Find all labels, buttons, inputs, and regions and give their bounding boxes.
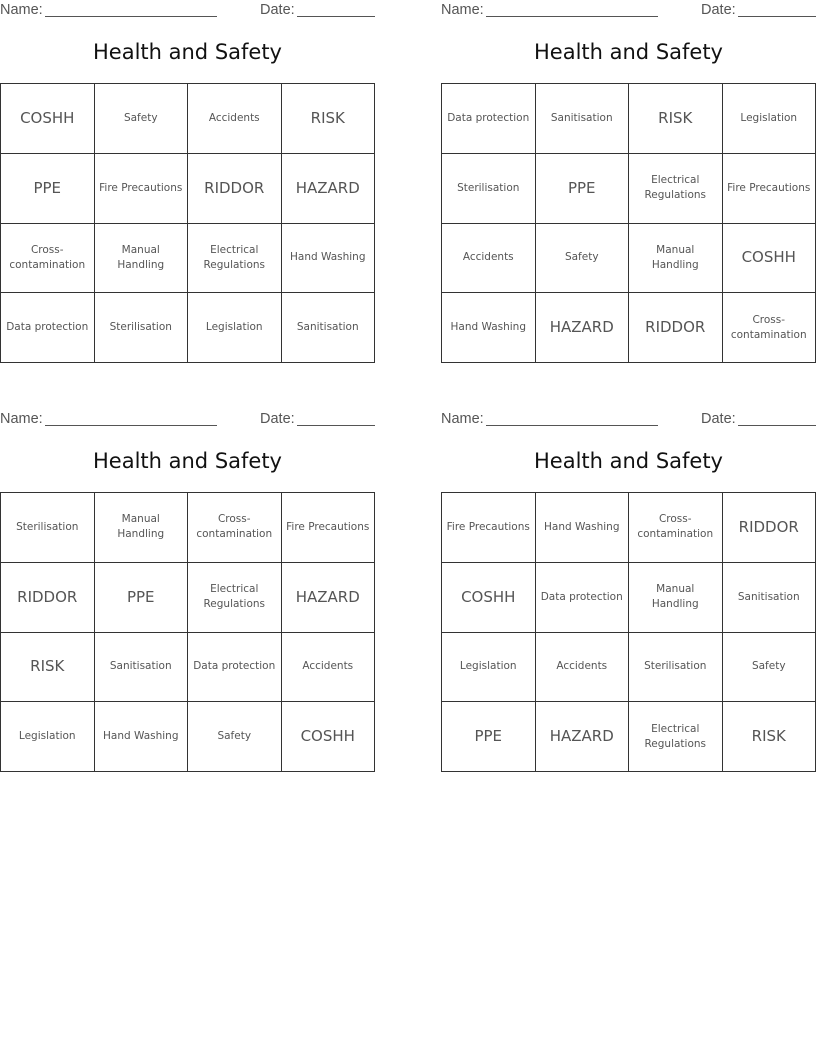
name-blank-line [45,16,217,17]
bingo-cell: Legislation [442,633,536,703]
bingo-cell: Manual Handling [95,224,189,294]
bingo-cell: HAZARD [282,154,376,224]
bingo-cell: PPE [1,154,95,224]
bingo-cell: RIDDOR [1,563,95,633]
bingo-cell: Sanitisation [95,633,189,703]
bingo-cell: Sterilisation [1,493,95,563]
name-label: Name: [441,2,484,18]
bingo-cell: Cross-contamination [1,224,95,294]
bingo-cell: Legislation [1,702,95,772]
bingo-cell: Sanitisation [536,84,630,154]
card-title: Health and Safety [534,40,723,64]
bingo-cell: Accidents [536,633,630,703]
bingo-card [0,409,375,774]
date-label: Date: [701,411,736,427]
bingo-cell: Fire Precautions [723,154,816,224]
bingo-cell: RISK [1,633,95,703]
bingo-cell: COSHH [723,224,816,294]
bingo-cell: Data protection [188,633,282,703]
name-blank-line [45,425,217,426]
bingo-cell: Accidents [282,633,376,703]
bingo-cell: Accidents [442,224,536,294]
bingo-cell: COSHH [442,563,536,633]
bingo-cell: Legislation [723,84,816,154]
bingo-grid [0,83,375,363]
bingo-cell: Sterilisation [95,293,189,363]
bingo-cell: Manual Handling [629,224,723,294]
bingo-grid [441,492,816,772]
bingo-cell: Hand Washing [442,293,536,363]
name-label: Name: [0,411,43,427]
date-blank-line [297,16,375,17]
bingo-cell: Hand Washing [282,224,376,294]
bingo-cell: PPE [442,702,536,772]
bingo-cell: COSHH [282,702,376,772]
date-blank-line [738,16,816,17]
bingo-cell: Electrical Regulations [188,563,282,633]
bingo-cell: HAZARD [282,563,376,633]
bingo-cell: Accidents [188,84,282,154]
bingo-cell: RIDDOR [629,293,723,363]
name-date-header [441,411,816,429]
bingo-cell: Data protection [536,563,630,633]
bingo-cell: HAZARD [536,702,630,772]
bingo-cell: Sanitisation [723,563,816,633]
bingo-cell: Legislation [188,293,282,363]
card-title: Health and Safety [93,40,282,64]
bingo-card [441,409,816,774]
bingo-cell: Fire Precautions [95,154,189,224]
bingo-grid [0,492,375,772]
bingo-cell: Fire Precautions [282,493,376,563]
date-blank-line [297,425,375,426]
bingo-cell: Hand Washing [95,702,189,772]
bingo-cell: Sanitisation [282,293,376,363]
bingo-cell: Safety [188,702,282,772]
bingo-cell: COSHH [1,84,95,154]
card-title: Health and Safety [534,449,723,473]
name-date-header [0,411,375,429]
bingo-cell: Cross-contamination [723,293,816,363]
bingo-cell: Electrical Regulations [629,154,723,224]
bingo-cell: Sterilisation [629,633,723,703]
bingo-cell: Hand Washing [536,493,630,563]
bingo-cell: Cross-contamination [629,493,723,563]
bingo-cell: HAZARD [536,293,630,363]
bingo-cell: Safety [536,224,630,294]
name-date-header [441,2,816,20]
bingo-cell: Fire Precautions [442,493,536,563]
bingo-cell: PPE [536,154,630,224]
date-blank-line [738,425,816,426]
bingo-grid [441,83,816,363]
name-label: Name: [441,411,484,427]
bingo-cell: Manual Handling [629,563,723,633]
bingo-cell: RIDDOR [723,493,816,563]
bingo-cell: Electrical Regulations [188,224,282,294]
bingo-cell: Data protection [1,293,95,363]
bingo-cell: Electrical Regulations [629,702,723,772]
bingo-cell: RISK [723,702,816,772]
bingo-card [441,0,816,365]
bingo-cell: Safety [723,633,816,703]
date-label: Date: [260,411,295,427]
bingo-cell: PPE [95,563,189,633]
bingo-cell: Sterilisation [442,154,536,224]
bingo-cell: Cross-contamination [188,493,282,563]
bingo-card [0,0,375,365]
bingo-cell: Safety [95,84,189,154]
name-label: Name: [0,2,43,18]
name-blank-line [486,425,658,426]
bingo-cell: Manual Handling [95,493,189,563]
date-label: Date: [701,2,736,18]
name-date-header [0,2,375,20]
name-blank-line [486,16,658,17]
date-label: Date: [260,2,295,18]
bingo-cell: Data protection [442,84,536,154]
bingo-cell: RISK [629,84,723,154]
bingo-cell: RIDDOR [188,154,282,224]
card-title: Health and Safety [93,449,282,473]
bingo-cell: RISK [282,84,376,154]
